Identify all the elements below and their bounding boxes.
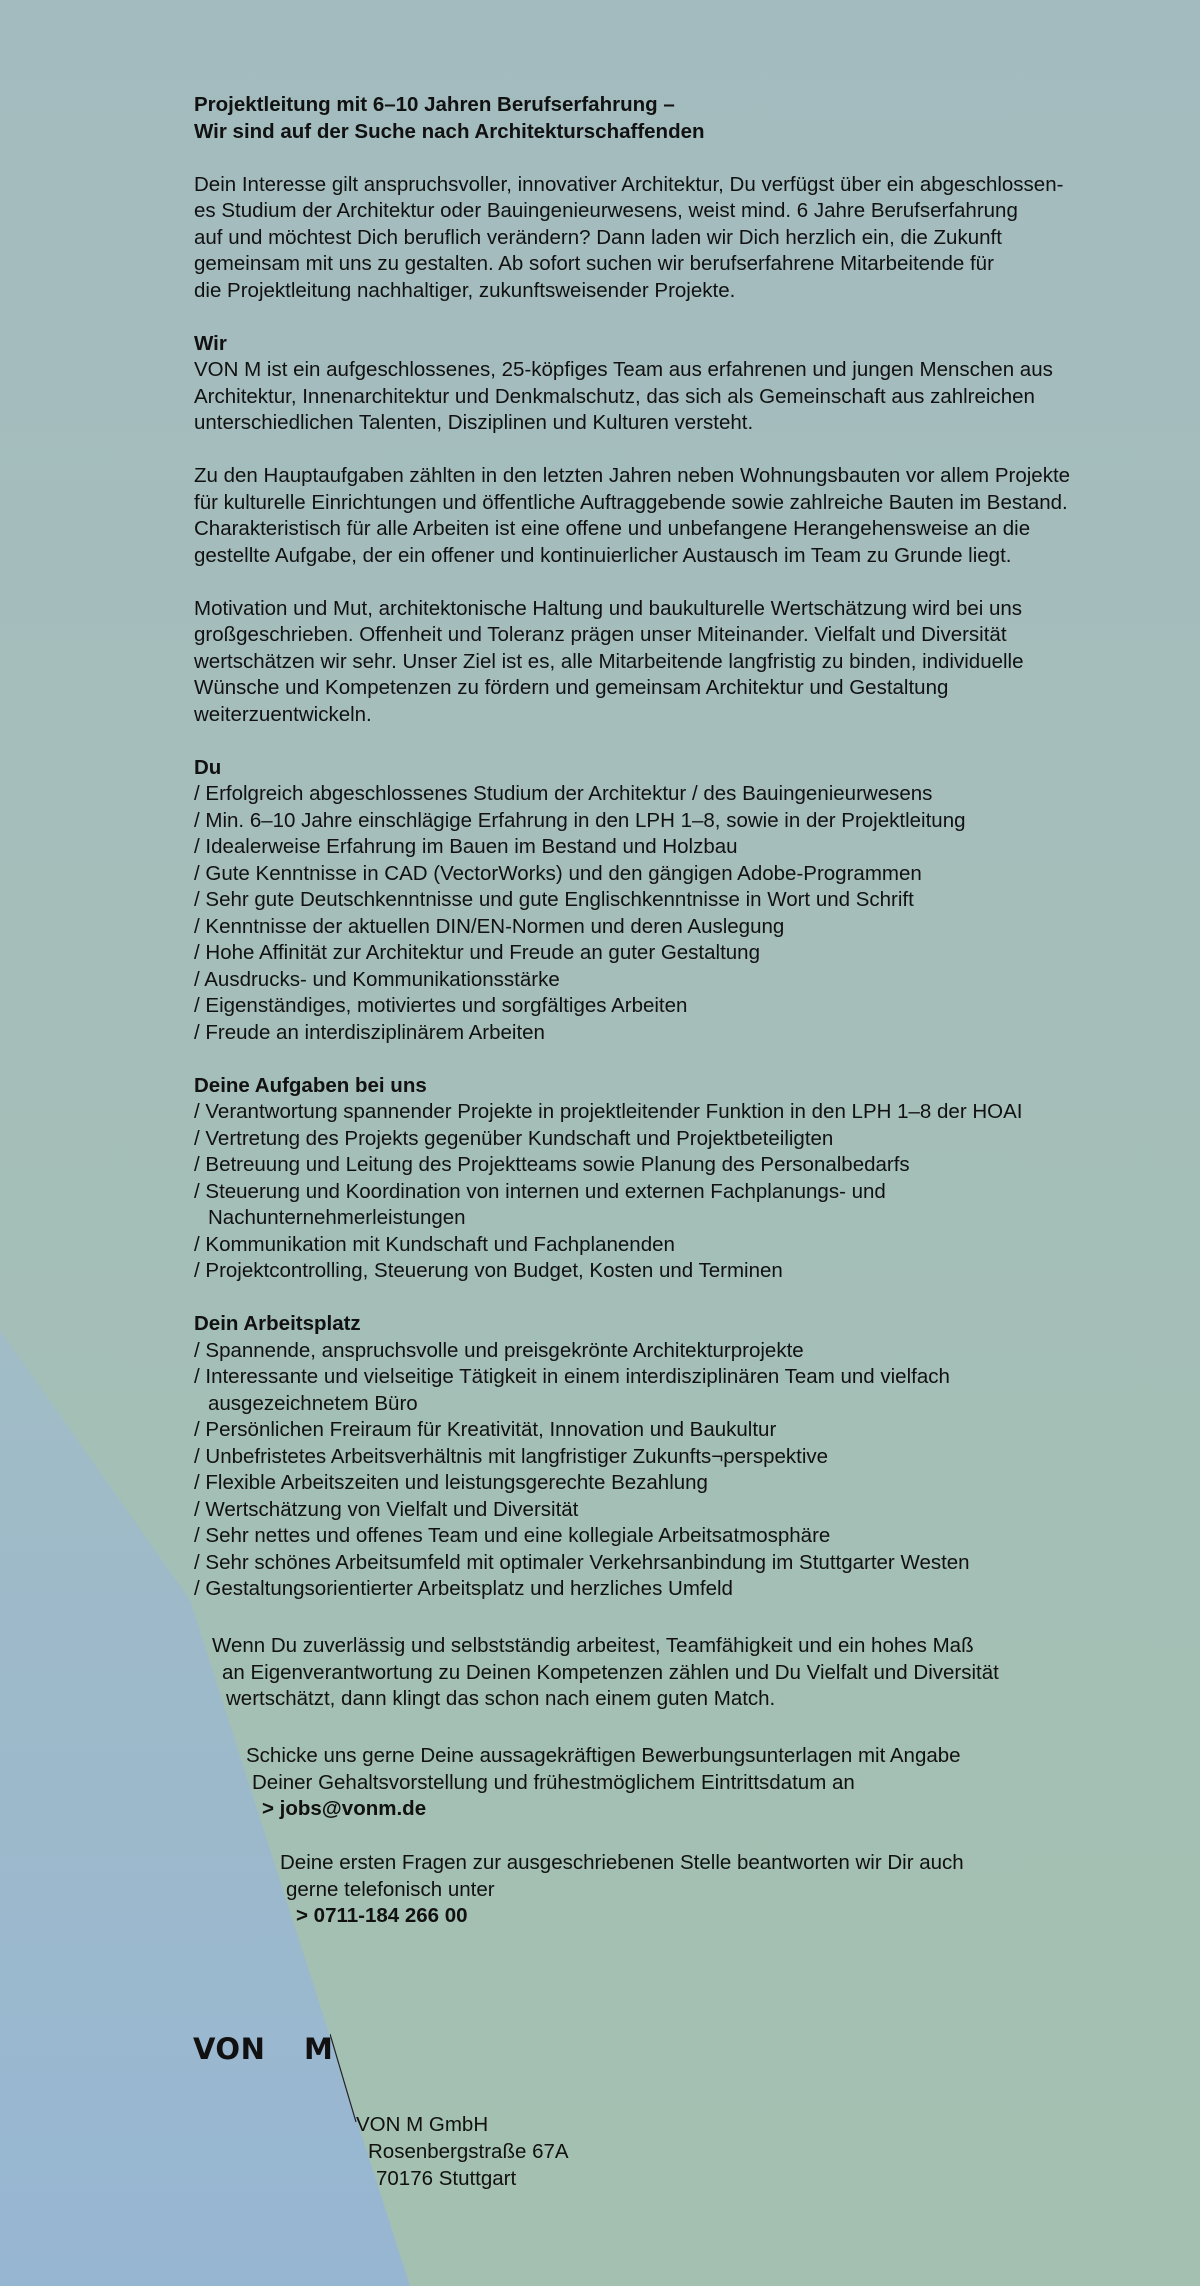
- du-list-item: / Kenntnisse der aktuellen DIN/EN-Normen und deren Auslegung: [194, 914, 785, 938]
- du-list-item: / Hohe Affinität zur Architektur und Freude an guter Gestaltung: [194, 941, 760, 964]
- closing-questions-paragraph: [280, 1850, 1120, 1930]
- email-link[interactable]: > jobs@vonm.de: [262, 1797, 427, 1820]
- wir-line: für kulturelle Einrichtungen und öffentliche Auftraggebende sowie zahlreiche Bauten im Bestand.: [194, 490, 1068, 514]
- section-heading-arbeitsplatz: Dein Arbeitsplatz: [194, 1312, 361, 1335]
- arbeitsplatz-list-item: / Persönlichen Freiraum für Kreativität, Innovation und Baukultur: [194, 1418, 777, 1441]
- posting-title-line2: Wir sind auf der Suche nach Architekturschaffenden: [194, 119, 705, 143]
- closing-line: an Eigenverantwortung zu Deinen Kompetenzen zählen und Du Vielfalt und Diversität: [222, 1660, 999, 1684]
- aufgaben-list-item: / Kommunikation mit Kundschaft und Fachplanenden: [194, 1232, 675, 1256]
- wir-paragraph-3: [194, 596, 1114, 729]
- arbeitsplatz-list-item: / Spannende, anspruchsvolle und preisgekrönte Architekturprojekte: [194, 1338, 804, 1362]
- du-list-item: / Min. 6–10 Jahre einschlägige Erfahrung in den LPH 1–8, sowie in der Projektleitung: [194, 808, 966, 832]
- aufgaben-list-item: / Verantwortung spannender Projekte in projektleitender Funktion in den LPH 1–8 der HOAI: [194, 1100, 1023, 1123]
- wir-line: Zu den Hauptaufgaben zählten in den letzten Jahren neben Wohnungsbauten vor allem Projekte: [194, 464, 1071, 487]
- wir-line: Motivation und Mut, architektonische Haltung und baukulturelle Wertschätzung wird bei uns: [194, 596, 1023, 620]
- wir-line: Architektur, Innenarchitektur und Denkmalschutz, das sich als Gemeinschaft aus zahlreichen: [194, 384, 1035, 408]
- arbeitsplatz-list-item: / Wertschätzung von Vielfalt und Diversität: [194, 1497, 579, 1521]
- logo-slash-line: [330, 2034, 360, 2124]
- du-list-item: / Ausdrucks- und Kommunikationsstärke: [194, 967, 560, 991]
- aufgaben-list-item: / Projektcontrolling, Steuerung von Budget, Kosten und Terminen: [194, 1259, 783, 1282]
- aufgaben-list-item: / Vertretung des Projekts gegenüber Kundschaft und Projektbeteiligten: [194, 1126, 834, 1150]
- wir-paragraph-2: [194, 463, 1114, 569]
- intro-paragraph: [194, 172, 1114, 305]
- logo-m: M: [304, 2032, 334, 2066]
- du-list-item: / Erfolgreich abgeschlossenes Studium der Architektur / des Bauingenieurwesens: [194, 782, 933, 805]
- address-company: VON M GmbH: [356, 2113, 489, 2136]
- wir-line: wertschätzen wir sehr. Unser Ziel ist es, alle Mitarbeitende langfristig zu binden, individuelle: [194, 649, 1024, 673]
- section-arbeitsplatz: [194, 1311, 1114, 1603]
- posting-title-line1: Projektleitung mit 6–10 Jahren Berufserfahrung –: [194, 93, 675, 116]
- closing-line: Wenn Du zuverlässig und selbstständig arbeitest, Teamfähigkeit und ein hohes Maß: [212, 1634, 974, 1657]
- section-wir: [194, 331, 1114, 437]
- intro-line: gemeinsam mit uns zu gestalten. Ab sofort suchen wir berufserfahrene Mitarbeitende für: [194, 252, 994, 275]
- section-du: [194, 755, 1114, 1047]
- section-heading-du: Du: [194, 755, 222, 779]
- questions-line: gerne telefonisch unter: [286, 1877, 495, 1901]
- intro-line: die Projektleitung nachhaltiger, zukunftsweisender Projekte.: [194, 278, 736, 302]
- closing-line: wertschätzt, dann klingt das schon nach einem guten Match.: [226, 1687, 776, 1710]
- arbeitsplatz-list-item: / Unbefristetes Arbeitsverhältnis mit langfristiger Zukunfts¬perspektive: [194, 1444, 829, 1468]
- wir-line: Charakteristisch für alle Arbeiten ist eine offene und unbefangene Herangehensweise an die: [194, 517, 1031, 540]
- section-heading-wir: Wir: [194, 331, 227, 355]
- closing-match-paragraph: [212, 1633, 1112, 1713]
- du-list-item: / Idealerweise Erfahrung im Bauen im Bestand und Holzbau: [194, 835, 738, 858]
- wir-line: gestellte Aufgabe, der ein offener und kontinuierlicher Austausch im Team zu Grunde liegt.: [194, 543, 1012, 567]
- intro-line: Dein Interesse gilt anspruchsvoller, innovativer Architektur, Du verfügst über ein abgeschlossen-: [194, 172, 1064, 196]
- du-list-item: / Freude an interdisziplinärem Arbeiten: [194, 1020, 545, 1044]
- section-heading-aufgaben: Deine Aufgaben bei uns: [194, 1073, 427, 1097]
- arbeitsplatz-list-item: / Flexible Arbeitszeiten und leistungsgerechte Bezahlung: [194, 1471, 708, 1494]
- arbeitsplatz-list-item: / Interessante und vielseitige Tätigkeit in einem interdisziplinären Team und vielfach ausgezeichnetem Büro: [194, 1365, 950, 1415]
- logo-von: VON: [193, 2032, 266, 2066]
- wir-line: großgeschrieben. Offenheit und Toleranz prägen unser Miteinander. Vielfalt und Diversität: [194, 623, 1007, 646]
- address-city: 70176 Stuttgart: [376, 2167, 517, 2190]
- phone-link[interactable]: > 0711-184 266 00: [296, 1904, 468, 1927]
- application-line: Schicke uns gerne Deine aussagekräftigen Bewerbungsunterlagen mit Angabe: [246, 1744, 961, 1767]
- arbeitsplatz-list-item: / Sehr nettes und offenes Team und eine kollegiale Arbeitsatmosphäre: [194, 1524, 831, 1547]
- du-list-item: / Eigenständiges, motiviertes und sorgfältiges Arbeiten: [194, 994, 688, 1017]
- aufgaben-list-item: / Betreuung und Leitung des Projektteams sowie Planung des Personalbedarfs: [194, 1153, 910, 1176]
- intro-line: auf und möchtest Dich beruflich verändern? Dann laden wir Dich herzlich ein, die Zukunft: [194, 225, 1002, 249]
- questions-line: Deine ersten Fragen zur ausgeschriebenen Stelle beantworten wir Dir auch: [280, 1851, 964, 1874]
- aufgaben-list-item: / Steuerung und Koordination von internen und externen Fachplanungs- und Nachunternehmerleistungen: [194, 1179, 886, 1229]
- wir-line: weiterzuentwickeln.: [194, 702, 372, 726]
- arbeitsplatz-list-item: / Gestaltungsorientierter Arbeitsplatz und herzliches Umfeld: [194, 1577, 733, 1600]
- wir-line: unterschiedlichen Talenten, Disziplinen und Kulturen versteht.: [194, 411, 754, 434]
- intro-line: es Studium der Architektur oder Bauingenieurwesens, weist mind. 6 Jahre Berufserfahrung: [194, 199, 1018, 222]
- wir-line: VON M ist ein aufgeschlossenes, 25-köpfiges Team aus erfahrenen und jungen Menschen aus: [194, 358, 1053, 381]
- du-list-item: / Sehr gute Deutschkenntnisse und gute Englischkenntnisse in Wort und Schrift: [194, 888, 914, 911]
- application-line: Deiner Gehaltsvorstellung und frühestmöglichem Eintrittsdatum an: [252, 1770, 855, 1794]
- job-posting: [194, 92, 1114, 1603]
- arbeitsplatz-list-item: / Sehr schönes Arbeitsumfeld mit optimaler Verkehrsanbindung im Stuttgarter Westen: [194, 1550, 970, 1574]
- closing-application-paragraph: [246, 1743, 1116, 1823]
- address-street: Rosenbergstraße 67A: [368, 2140, 569, 2163]
- du-list-item: / Gute Kenntnisse in CAD (VectorWorks) und den gängigen Adobe-Programmen: [194, 861, 922, 885]
- section-aufgaben: [194, 1073, 1114, 1285]
- wir-line: Wünsche und Kompetenzen zu fördern und gemeinsam Architektur und Gestaltung: [194, 676, 949, 699]
